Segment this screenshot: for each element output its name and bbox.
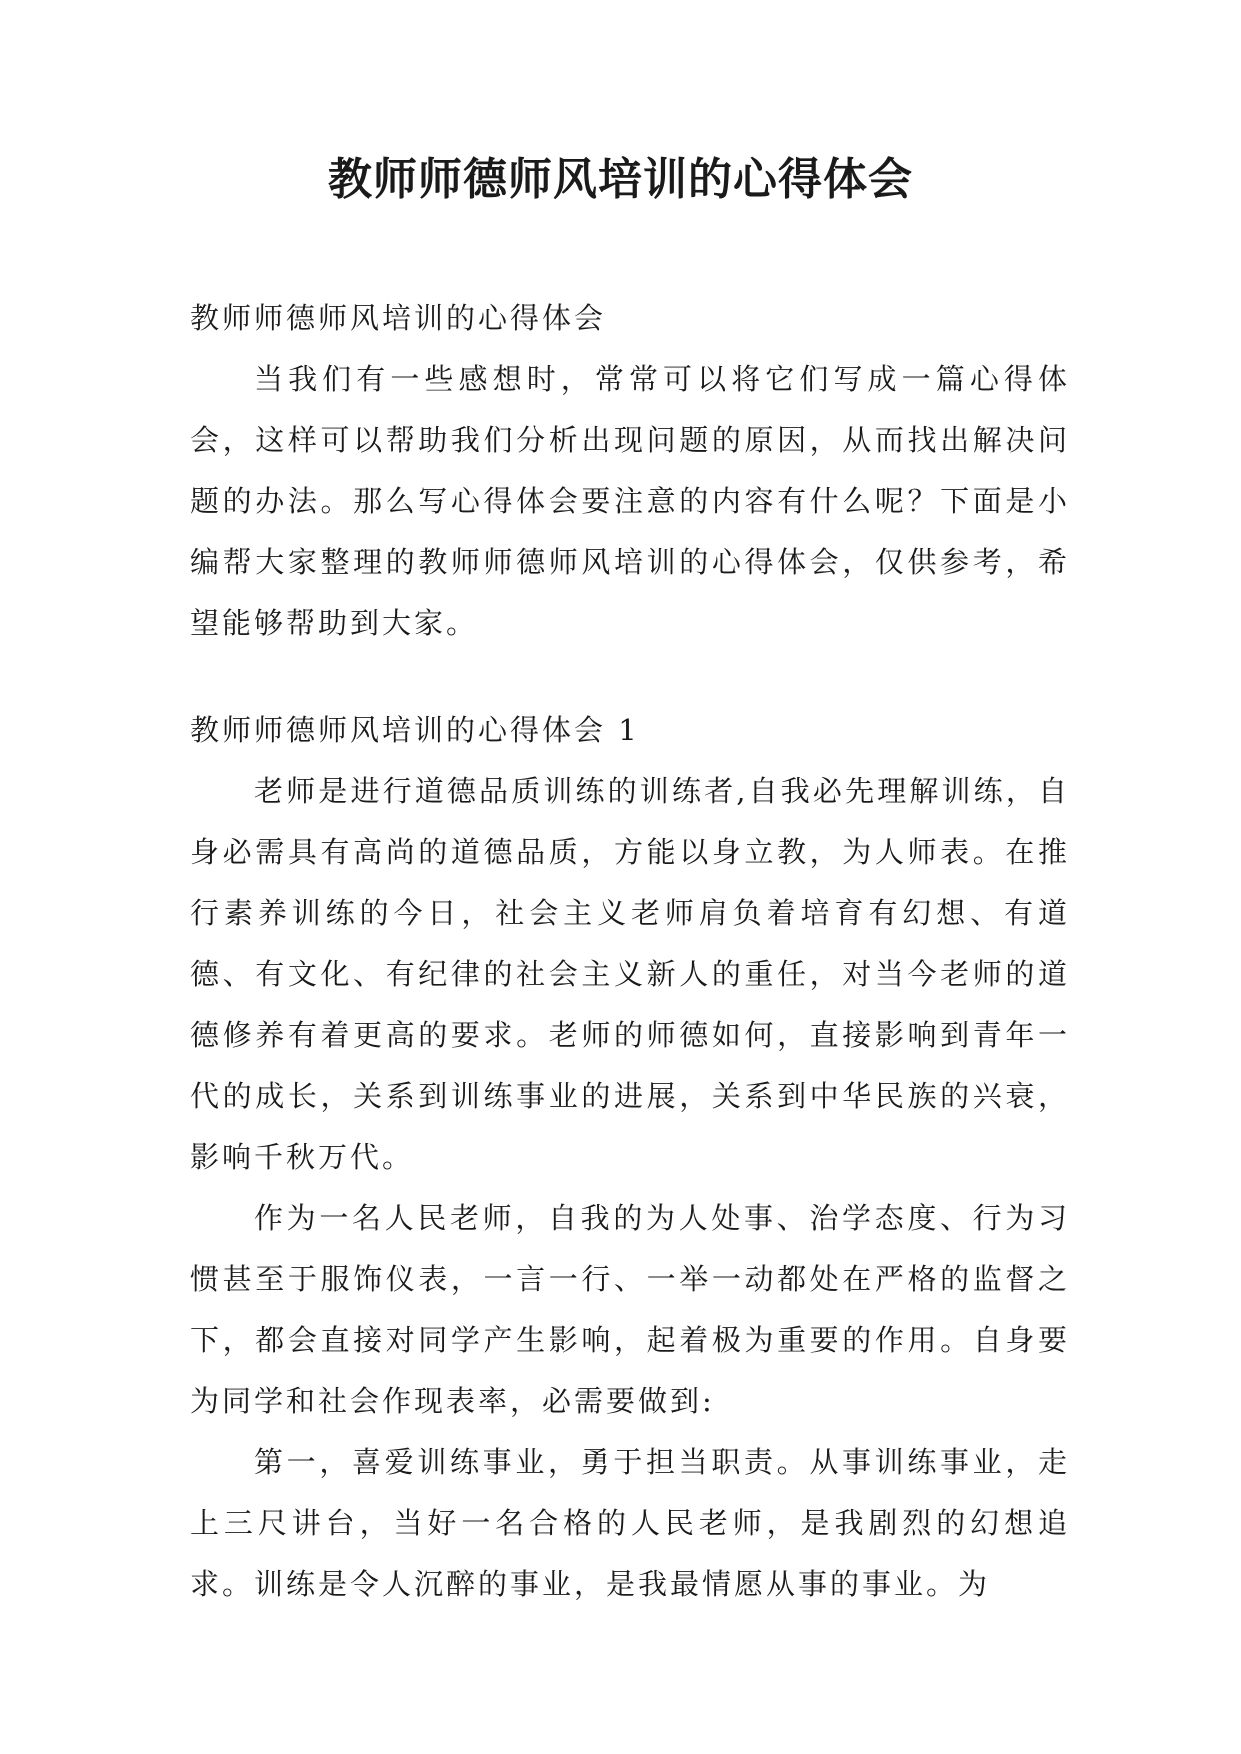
section-spacer: [190, 654, 1070, 700]
body-paragraph: 第一，喜爱训练事业，勇于担当职责。从事训练事业，走上三尺讲台，当好一名合格的人民老师，是我剧烈的幻想追求。训练是令人沉醉的事业，是我最情愿从事的事业。为: [190, 1445, 1070, 1601]
body-paragraph: 作为一名人民老师，自我的为人处事、治学态度、行为习惯甚至于服饰仪表，一言一行、一举一动都处在严格的监督之下，都会直接对同学产生影响，起着极为重要的作用。自身要为同学和社会作现表率，必需要做到:: [190, 1201, 1070, 1418]
intro-paragraph: 当我们有一些感想时，常常可以将它们写成一篇心得体会，这样可以帮助我们分析出现问题的原因，从而找出解决问题的办法。那么写心得体会要注意的内容有什么呢？下面是小编帮大家整理的教师师德师风培训的心得体会，仅供参考，希望能够帮助到大家。: [190, 362, 1070, 640]
intro-heading: 教师师德师风培训的心得体会: [190, 301, 607, 335]
document-title: 教师师德师风培训的心得体会: [328, 154, 913, 205]
body-paragraph: 老师是进行道德品质训练的训练者,自我必先理解训练，自身必需具有高尚的道德品质，方能以身立教，为人师表。在推行素养训练的今日，社会主义老师肩负着培育有幻想、有道德、有文化、有纪律的社会主义新人的重任，对当今老师的道德修养有着更高的要求。老师的师德如何，直接影响到青年一代的成长，关系到训练事业的进展，关系到中华民族的兴衰，影响千秋万代。: [190, 774, 1070, 1174]
section-heading: 教师师德师风培训的心得体会 1: [190, 713, 640, 747]
document-body: [190, 288, 1070, 1615]
